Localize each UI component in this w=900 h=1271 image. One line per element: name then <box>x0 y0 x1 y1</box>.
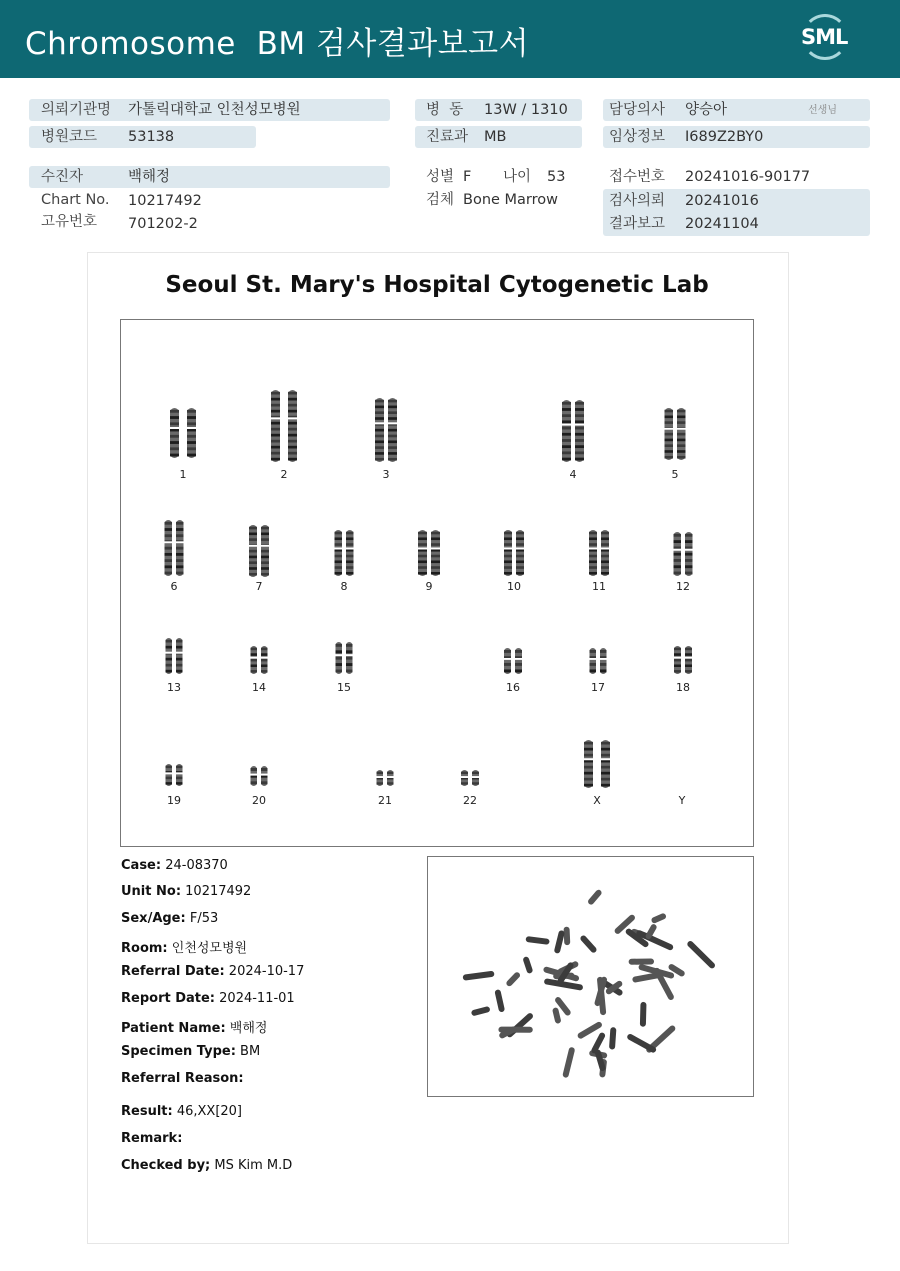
chromosome-11-pair <box>583 530 615 576</box>
metaphase-chromosome <box>686 940 716 970</box>
institution-label: 의뢰기관명 <box>41 102 112 118</box>
ward-label: 병 동 <box>426 102 464 118</box>
chromosome-22-pair <box>456 770 484 786</box>
doctor-suffix: 선생님 <box>808 105 837 116</box>
chromosome-19-pair <box>161 764 187 786</box>
chromosome-label-17: 17 <box>591 681 605 694</box>
clinical-value: I689Z2BY0 <box>685 129 764 145</box>
report-header <box>0 0 900 78</box>
patient-value: 백해정 <box>128 169 171 185</box>
report-field <box>121 1071 244 1086</box>
metaphase-chromosome <box>594 976 608 1007</box>
age-value: 53 <box>547 169 566 185</box>
report-field <box>121 1017 267 1036</box>
chromosome-4-pair <box>553 400 593 462</box>
chromosome-label-22: 22 <box>463 794 477 807</box>
report-field-label: Referral Reason: <box>121 1071 244 1086</box>
report-title: Chromosome BM 검사결과보고서 <box>25 26 530 62</box>
age-label: 나이 <box>503 169 532 185</box>
receipt-label: 접수번호 <box>609 169 666 185</box>
report-field-label: Sex/Age: <box>121 911 186 926</box>
metaphase-chromosome <box>579 934 598 954</box>
chromosome-17-pair <box>585 648 611 674</box>
metaphase-chromosome <box>651 912 667 924</box>
metaphase-chromosome <box>562 1047 575 1079</box>
unique-label: 고유번호 <box>41 214 98 230</box>
chromosome-label-5: 5 <box>671 468 679 481</box>
report-field-value: 백해정 <box>225 1021 268 1036</box>
chromosome-label-3: 3 <box>382 468 390 481</box>
report-field-value: 46,XX[20] <box>172 1104 243 1119</box>
metaphase-chromosome <box>563 927 570 946</box>
chromosome-8-pair <box>329 530 359 576</box>
metaphase-chromosome <box>552 1007 562 1024</box>
report-field <box>121 1044 260 1059</box>
report-field <box>121 1158 292 1173</box>
chromosome-label-6: 6 <box>170 580 178 593</box>
request-value: 20241016 <box>685 193 759 209</box>
doctor-label: 담당의사 <box>609 102 666 118</box>
chart-label: Chart No. <box>41 192 110 208</box>
report-field-label: Unit No: <box>121 884 182 899</box>
report-field-value: MS Kim M.D <box>210 1158 293 1173</box>
chromosome-label-16: 16 <box>506 681 520 694</box>
chromosome-label-2: 2 <box>280 468 288 481</box>
report-field-label: Room: <box>121 941 168 956</box>
request-label: 검사의뢰 <box>609 193 666 209</box>
metaphase-chromosome <box>554 930 565 954</box>
report-field-label: Patient Name: <box>121 1021 226 1036</box>
report-field-label: Referral Date: <box>121 964 225 979</box>
metaphase-chromosome <box>494 989 505 1013</box>
report-field-label: Specimen Type: <box>121 1044 236 1059</box>
metaphase-chromosome <box>609 1027 616 1050</box>
doctor-value: 양승아 <box>685 102 728 118</box>
report-field <box>121 937 247 956</box>
report-field <box>121 1104 242 1119</box>
report-field-value: F/53 <box>185 911 219 926</box>
lab-title: Seoul St. Mary's Hospital Cytogenetic Lab <box>165 272 709 298</box>
chromosome-label-13: 13 <box>167 681 181 694</box>
chromosome-label-19: 19 <box>167 794 181 807</box>
chromosome-label-20: 20 <box>252 794 266 807</box>
chromosome-label-21: 21 <box>378 794 392 807</box>
chart-value: 10217492 <box>128 193 202 209</box>
chromosome-label-9: 9 <box>425 580 433 593</box>
report-field-label: Report Date: <box>121 991 216 1006</box>
chromosome-13-pair <box>161 638 187 674</box>
report-field <box>121 1131 182 1146</box>
report-field <box>121 991 295 1006</box>
metaphase-chromosome <box>525 936 549 945</box>
chromosome-X-pair <box>576 740 618 788</box>
report-field-label: Remark: <box>121 1131 183 1146</box>
ward-value: 13W / 1310 <box>484 102 568 118</box>
chromosome-15-pair <box>331 642 357 674</box>
institution-value: 가톨릭대학교 인천성모병원 <box>128 102 301 118</box>
hospital-code-label: 병원코드 <box>41 129 98 145</box>
sex-value: F <box>463 169 472 185</box>
chromosome-16-pair <box>499 648 527 674</box>
metaphase-chromosome <box>471 1006 491 1017</box>
chromosome-14-pair <box>246 646 272 674</box>
report-field <box>121 884 251 899</box>
report-field <box>121 911 218 926</box>
metaphase-chromosome <box>640 1002 647 1027</box>
chromosome-label-14: 14 <box>252 681 266 694</box>
chromosome-2-pair <box>258 390 310 462</box>
chromosome-label-Y: Y <box>678 794 686 807</box>
report-field-value: BM <box>235 1044 261 1059</box>
chromosome-9-pair <box>411 530 447 576</box>
report-field <box>121 858 228 873</box>
sml-logo <box>798 14 854 64</box>
hospital-code-value: 53138 <box>128 129 175 145</box>
patient-pill <box>29 166 390 188</box>
report-field-value: 2024-10-17 <box>224 964 305 979</box>
chromosome-5-pair <box>658 408 692 460</box>
report-field-value: 인천성모병원 <box>167 941 248 956</box>
report-field-value: 24-08370 <box>161 858 228 873</box>
chromosome-label-11: 11 <box>592 580 606 593</box>
chromosome-10-pair <box>498 530 530 576</box>
chromosome-20-pair <box>246 766 272 786</box>
chromosome-18-pair <box>669 646 697 674</box>
specimen-label: 검체 <box>426 192 455 208</box>
receipt-value: 20241016-90177 <box>685 169 811 185</box>
chromosome-label-15: 15 <box>337 681 351 694</box>
chromosome-21-pair <box>372 770 398 786</box>
metaphase-spread-figure <box>428 857 753 1096</box>
chromosome-label-8: 8 <box>340 580 348 593</box>
report-field <box>121 964 304 979</box>
chromosome-label-4: 4 <box>569 468 577 481</box>
metaphase-chromosome <box>587 889 603 906</box>
report-field-value: 10217492 <box>181 884 252 899</box>
chromosome-label-7: 7 <box>255 580 263 593</box>
department-label: 진료과 <box>426 129 469 145</box>
report-field-label: Checked by; <box>121 1158 211 1173</box>
unique-value: 701202-2 <box>128 216 198 232</box>
chromosome-7-pair <box>243 525 275 577</box>
chromosome-label-10: 10 <box>507 580 521 593</box>
report-field-label: Case: <box>121 858 162 873</box>
clinical-label: 임상정보 <box>609 129 666 145</box>
chromosome-label-12: 12 <box>676 580 690 593</box>
metaphase-spread-image <box>427 856 754 1097</box>
chromosome-label-18: 18 <box>676 681 690 694</box>
report-date-label: 결과보고 <box>609 216 666 232</box>
specimen-value: Bone Marrow <box>463 192 559 208</box>
metaphase-chromosome <box>629 958 654 964</box>
metaphase-chromosome <box>462 971 494 981</box>
chromosome-label-1: 1 <box>179 468 187 481</box>
chromosome-1-pair <box>153 408 213 458</box>
patient-label: 수진자 <box>41 169 84 185</box>
metaphase-chromosome <box>505 971 521 987</box>
report-field-label: Result: <box>121 1104 173 1119</box>
sex-label: 성별 <box>426 169 455 185</box>
department-value: MB <box>484 129 507 145</box>
chromosome-6-pair <box>159 520 189 576</box>
chromosome-3-pair <box>366 398 406 462</box>
logo-text: SML <box>801 25 848 49</box>
chromosome-12-pair <box>668 532 698 576</box>
chromosome-label-X: X <box>593 794 601 807</box>
karyotype-panel <box>120 319 754 847</box>
report-field-value: 2024-11-01 <box>215 991 295 1006</box>
report-date-value: 20241104 <box>685 216 759 232</box>
metaphase-chromosome <box>522 956 533 974</box>
